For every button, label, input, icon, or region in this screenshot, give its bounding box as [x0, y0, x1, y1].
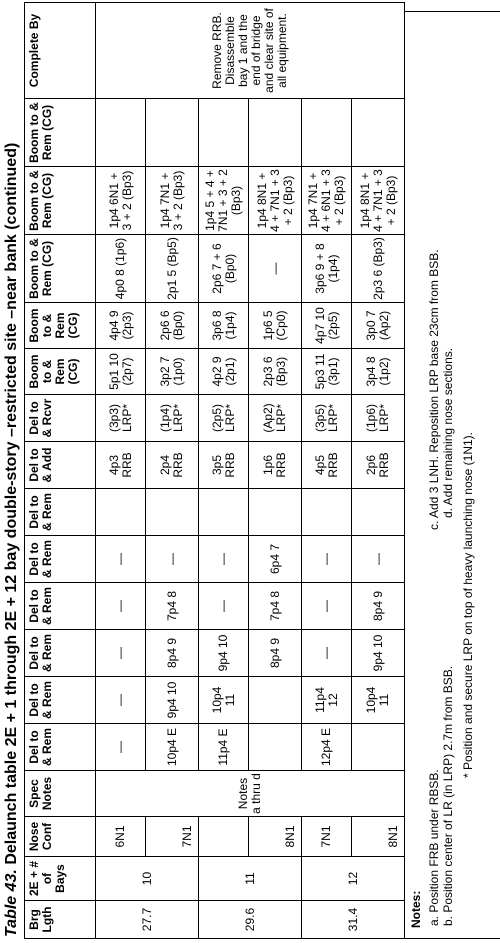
- table-cell: —: [302, 583, 352, 630]
- note-d: d. Add remaining nose sections.: [441, 347, 455, 518]
- table-cell: [199, 99, 249, 167]
- header-cell: Boom to & Rem (CG): [25, 303, 96, 349]
- table-cell: 2p1 5 (Bp5): [146, 235, 199, 303]
- table-cell: —: [96, 630, 146, 677]
- table-cell: [199, 489, 249, 536]
- delaunch-table: [24, 2, 405, 939]
- table-cell: [352, 99, 405, 167]
- nose-conf-cell: 8N1: [352, 817, 405, 857]
- table-cell: 2p4 RRB: [146, 442, 199, 489]
- table-cell: 10p4 11: [199, 677, 249, 724]
- note-b: b. Position center of LR (in LRP) 2.7m from BSB.: [441, 665, 455, 926]
- header-cell: Del to & Add: [25, 442, 96, 489]
- table-cell: (1p6) LRP*: [352, 395, 405, 442]
- table-cell: [302, 99, 352, 167]
- bays-cell: 12: [302, 857, 405, 901]
- table-cell: —: [302, 630, 352, 677]
- table-cell: [352, 724, 405, 771]
- table-cell: [302, 489, 352, 536]
- header-cell: Del to & Rem: [25, 536, 96, 583]
- notes-right-column: [427, 249, 455, 530]
- table-cell: (Ap2) LRP*: [249, 395, 302, 442]
- table-cell: 1p4 7N1 + 3 + 2 (Bp3): [146, 167, 199, 235]
- header-cell: Nose Conf: [25, 817, 96, 857]
- table-cell: 1p4 8N1 + 4 + 7N1 + 3 + 2 (Bp3): [352, 167, 405, 235]
- table-cell: 9p4 10: [352, 630, 405, 677]
- table-cell: —: [302, 536, 352, 583]
- nose-conf-cell: 7N1: [146, 817, 199, 857]
- table-cell: 4p4 9 (2p3): [96, 303, 146, 349]
- table-cell: 1p6 5 (Cp0): [249, 303, 302, 349]
- table-cell: 3p2 7 (1p0): [146, 349, 199, 395]
- table-cell: 9p4 10: [199, 630, 249, 677]
- notes-section: [405, 11, 500, 939]
- table-cell: (3p3) LRP*: [96, 395, 146, 442]
- table-cell: 7p4 8: [249, 583, 302, 630]
- header-cell: Del to & Rcvr: [25, 395, 96, 442]
- table-cell: 11p4 12: [302, 677, 352, 724]
- header-cell: Del to & Rem: [25, 583, 96, 630]
- table-cell: —: [96, 724, 146, 771]
- table-cell: [146, 489, 199, 536]
- table-cell: 8p4 9: [146, 630, 199, 677]
- table-cell: 7p4 8: [146, 583, 199, 630]
- table-cell: (1p4) LRP*: [146, 395, 199, 442]
- header-row: [25, 3, 96, 939]
- table-cell: 11p4 E: [199, 724, 249, 771]
- table-cell: 4p0 8 (1p6): [96, 235, 146, 303]
- table-cell: —: [146, 536, 199, 583]
- nose-conf-cell: 6N1: [96, 817, 146, 857]
- bridge-length-cell: 27.7: [96, 901, 199, 939]
- notes-left-column: [427, 666, 455, 926]
- notes-header: Notes:: [409, 890, 423, 928]
- header-cell: Complete By: [25, 3, 96, 99]
- nose-conf-cell: 7N1: [302, 817, 352, 857]
- table-cell: —: [199, 536, 249, 583]
- table-cell: [249, 677, 302, 724]
- table-title-text: Delaunch table 2E + 1 through 2E + 12 bay double-story –restricted site –near bank (continued): [3, 142, 20, 865]
- table-cell: 3p4 8 (1p2): [352, 349, 405, 395]
- bridge-length-cell: 31.4: [302, 901, 405, 939]
- header-cell: Del to & Rem: [25, 724, 96, 771]
- table-cell: 5p3 11 (3p1): [302, 349, 352, 395]
- table-cell: 3p0 7 (Ap2): [352, 303, 405, 349]
- table-cell: 4p2 9 (2p1): [199, 349, 249, 395]
- table-cell: 3p6 9 + 8 (1p4): [302, 235, 352, 303]
- nose-conf-cell: [199, 817, 249, 857]
- table-cell: 6p4 7: [249, 536, 302, 583]
- table-cell: 5p1 10 (2p7): [96, 349, 146, 395]
- table-cell: 8p4 9: [249, 630, 302, 677]
- table-cell: [146, 99, 199, 167]
- table-cell: 8p4 9: [352, 583, 405, 630]
- header-cell: Del to & Rem: [25, 677, 96, 724]
- nose-conf-cell: 8N1: [249, 817, 302, 857]
- table-cell: 4p5 RRB: [302, 442, 352, 489]
- table-cell: 12p4 E: [302, 724, 352, 771]
- header-cell: 2E + # of Bays: [25, 857, 96, 901]
- table-row: [96, 3, 146, 939]
- table-label: Table 43.: [3, 869, 20, 937]
- table-cell: [96, 489, 146, 536]
- table-cell: 1p4 8N1 + 4 + 7N1 + 3 + 2 (Bp3): [249, 167, 302, 235]
- table-cell: —: [96, 536, 146, 583]
- header-cell: Del to & Rem: [25, 489, 96, 536]
- table-cell: [96, 99, 146, 167]
- table-cell: 2p6 RRB: [352, 442, 405, 489]
- table-cell: —: [96, 677, 146, 724]
- table-cell: —: [352, 536, 405, 583]
- table-cell: 2p6 6 (Bp0): [146, 303, 199, 349]
- table-title: [2, 6, 22, 937]
- complete-by-cell: Remove RRB. Disassemble bay 1 and the end of bridge and clear site of all equipment.: [96, 3, 405, 99]
- table-cell: [249, 724, 302, 771]
- table-cell: 3p6 8 (1p4): [199, 303, 249, 349]
- note-a: a. Position FRB under RBSB.: [427, 769, 441, 926]
- table-cell: —: [199, 583, 249, 630]
- header-cell: Spec Notes: [25, 771, 96, 817]
- table-cell: (3p5) LRP*: [302, 395, 352, 442]
- header-cell: Boom to & Rem (CG): [25, 167, 96, 235]
- table-cell: 1p4 5 + 4 + 7N1 + 3 + 2 (Bp3): [199, 167, 249, 235]
- table-cell: [249, 489, 302, 536]
- header-cell: Boom to & Rem (CG): [25, 99, 96, 167]
- header-cell: Boom to & Rem (CG): [25, 235, 96, 303]
- table-cell: —: [249, 235, 302, 303]
- header-cell: Del to & Rem: [25, 630, 96, 677]
- table-cell: [352, 489, 405, 536]
- bridge-length-cell: 29.6: [199, 901, 302, 939]
- table-cell: 1p6 RRB: [249, 442, 302, 489]
- header-cell: Brg Lgth: [25, 901, 96, 939]
- table-cell: 1p4 6N1 + 3 + 2 (Bp3): [96, 167, 146, 235]
- spec-notes-cell: Notes a thru d: [96, 771, 405, 817]
- note-c: c. Add 3 LNH. Reposition LRP base 23cm from BSB.: [427, 249, 441, 530]
- table-cell: 2p3 6 (Bp3): [352, 235, 405, 303]
- table-cell: 10p4 11: [352, 677, 405, 724]
- header-cell: Boom to & Rem (CG): [25, 349, 96, 395]
- table-cell: 2p3 6 (Bp3): [249, 349, 302, 395]
- table-cell: —: [96, 583, 146, 630]
- table-cell: 4p7 10 (2p5): [302, 303, 352, 349]
- table-cell: 2p6 7 + 6 (Bp0): [199, 235, 249, 303]
- bays-cell: 10: [96, 857, 199, 901]
- bays-cell: 11: [199, 857, 302, 901]
- table-cell: [249, 99, 302, 167]
- note-star: * Position and secure LRP on top of heavy launching nose (1N1).: [461, 432, 475, 778]
- table-cell: 4p3 RRB: [96, 442, 146, 489]
- table-cell: (2p5) LRP*: [199, 395, 249, 442]
- table-cell: 3p5 RRB: [199, 442, 249, 489]
- table-cell: 10p4 E: [146, 724, 199, 771]
- table-cell: 1p4 7N1 + 4 + 6N1 + 3 + 2 (Bp3): [302, 167, 352, 235]
- table-cell: 9p4 10: [146, 677, 199, 724]
